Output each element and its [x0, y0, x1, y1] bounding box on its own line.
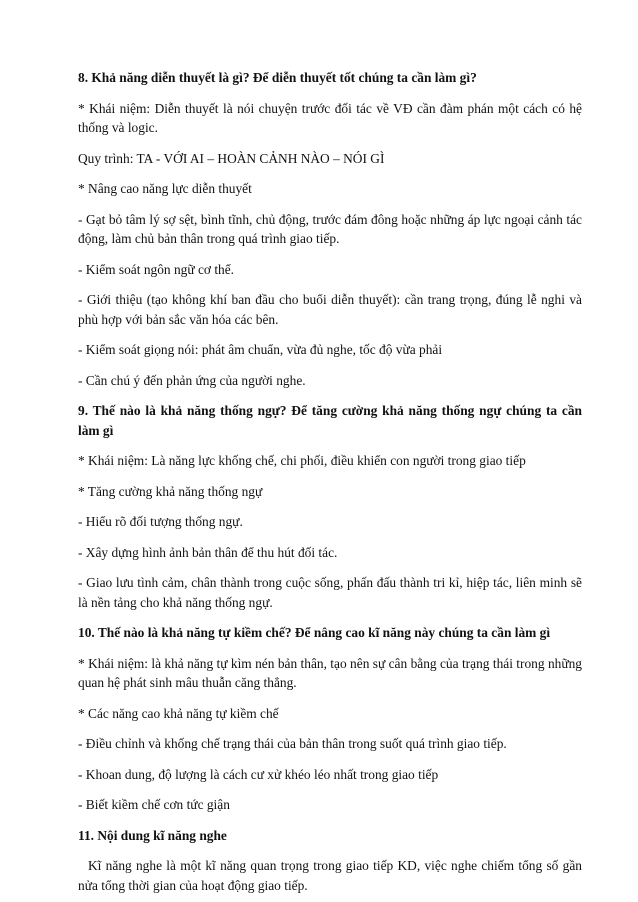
- heading-section-10: 10. Thế nào là khả năng tự kiềm chế? Để nâng cao kĩ năng này chúng ta cần làm gì: [78, 625, 551, 640]
- paragraph: * Các năng cao khả năng tự kiềm chế: [78, 705, 279, 721]
- paragraph: - Kiểm soát ngôn ngữ cơ thể.: [78, 261, 235, 277]
- paragraph: - Kiểm soát giọng nói: phát âm chuẩn, vừa đủ nghe, tốc độ vừa phải: [78, 342, 443, 357]
- paragraph: - Gạt bỏ tâm lý sợ sệt, bình tĩnh, chủ động, trước đám đông hoặc những áp lực ngoại cảnh tác động, làm chủ bản thân trong quá trình giao tiếp.: [78, 211, 582, 246]
- paragraph: - Giới thiệu (tạo không khí ban đầu cho buổi diễn thuyết): cần trang trọng, đúng lễ nghi và phù hợp với bản sắc văn hóa các bên.: [78, 292, 582, 327]
- paragraph: - Điều chỉnh và khống chế trạng thái của bản thân trong suốt quá trình giao tiếp.: [78, 736, 507, 751]
- paragraph: - Hiểu rõ đối tượng thống ngự.: [78, 514, 243, 529]
- paragraph: * Nâng cao năng lực diễn thuyết: [78, 181, 252, 196]
- heading-section-11: 11. Nội dung kĩ năng nghe: [78, 827, 227, 843]
- paragraph: * Khái niệm: là khả năng tự kìm nén bản thân, tạo nên sự cân bằng của trạng thái trong những quan hệ phát sinh mâu thuẫn căng thẳng.: [78, 655, 582, 690]
- heading-section-8: 8. Khả năng diễn thuyết là gì? Để diễn thuyết tốt chúng ta cần làm gì?: [78, 70, 477, 85]
- paragraph: - Cần chú ý đến phản ứng của người nghe.: [78, 372, 306, 388]
- paragraph: - Khoan dung, độ lượng là cách cư xử khéo léo nhất trong giao tiếp: [78, 766, 439, 782]
- paragraph: * Tăng cường khả năng thống ngự: [78, 483, 263, 499]
- paragraph: - Biết kiềm chế cơn tức giận: [78, 797, 230, 812]
- paragraph: * Khái niệm: Diễn thuyết là nói chuyện trước đối tác về VĐ cần đàm phán một cách có hệ thống và logic.: [78, 100, 582, 135]
- paragraph: - Xây dựng hình ảnh bản thân để thu hút đối tác.: [78, 544, 338, 560]
- heading-section-9: 9. Thế nào là khả năng thống ngự? Để tăng cường khả năng thống ngự chúng ta cần làm gì: [78, 403, 582, 438]
- paragraph: - Giao lưu tình cảm, chân thành trong cuộc sống, phấn đấu thành tri kỉ, hiệp tác, liên minh sẽ là nền tảng cho khả năng thống ngự.: [78, 575, 582, 610]
- paragraph: Kĩ năng nghe là một kĩ năng quan trọng trong giao tiếp KD, việc nghe chiếm tổng số gần nửa tổng thời gian của hoạt động giao tiếp.: [78, 858, 582, 893]
- paragraph: Quy trình: TA - VỚI AI – HOÀN CẢNH NÀO – NÓI GÌ: [78, 150, 385, 166]
- paragraph: * Khái niệm: Là năng lực khống chế, chi phối, điều khiển con người trong giao tiếp: [78, 453, 526, 468]
